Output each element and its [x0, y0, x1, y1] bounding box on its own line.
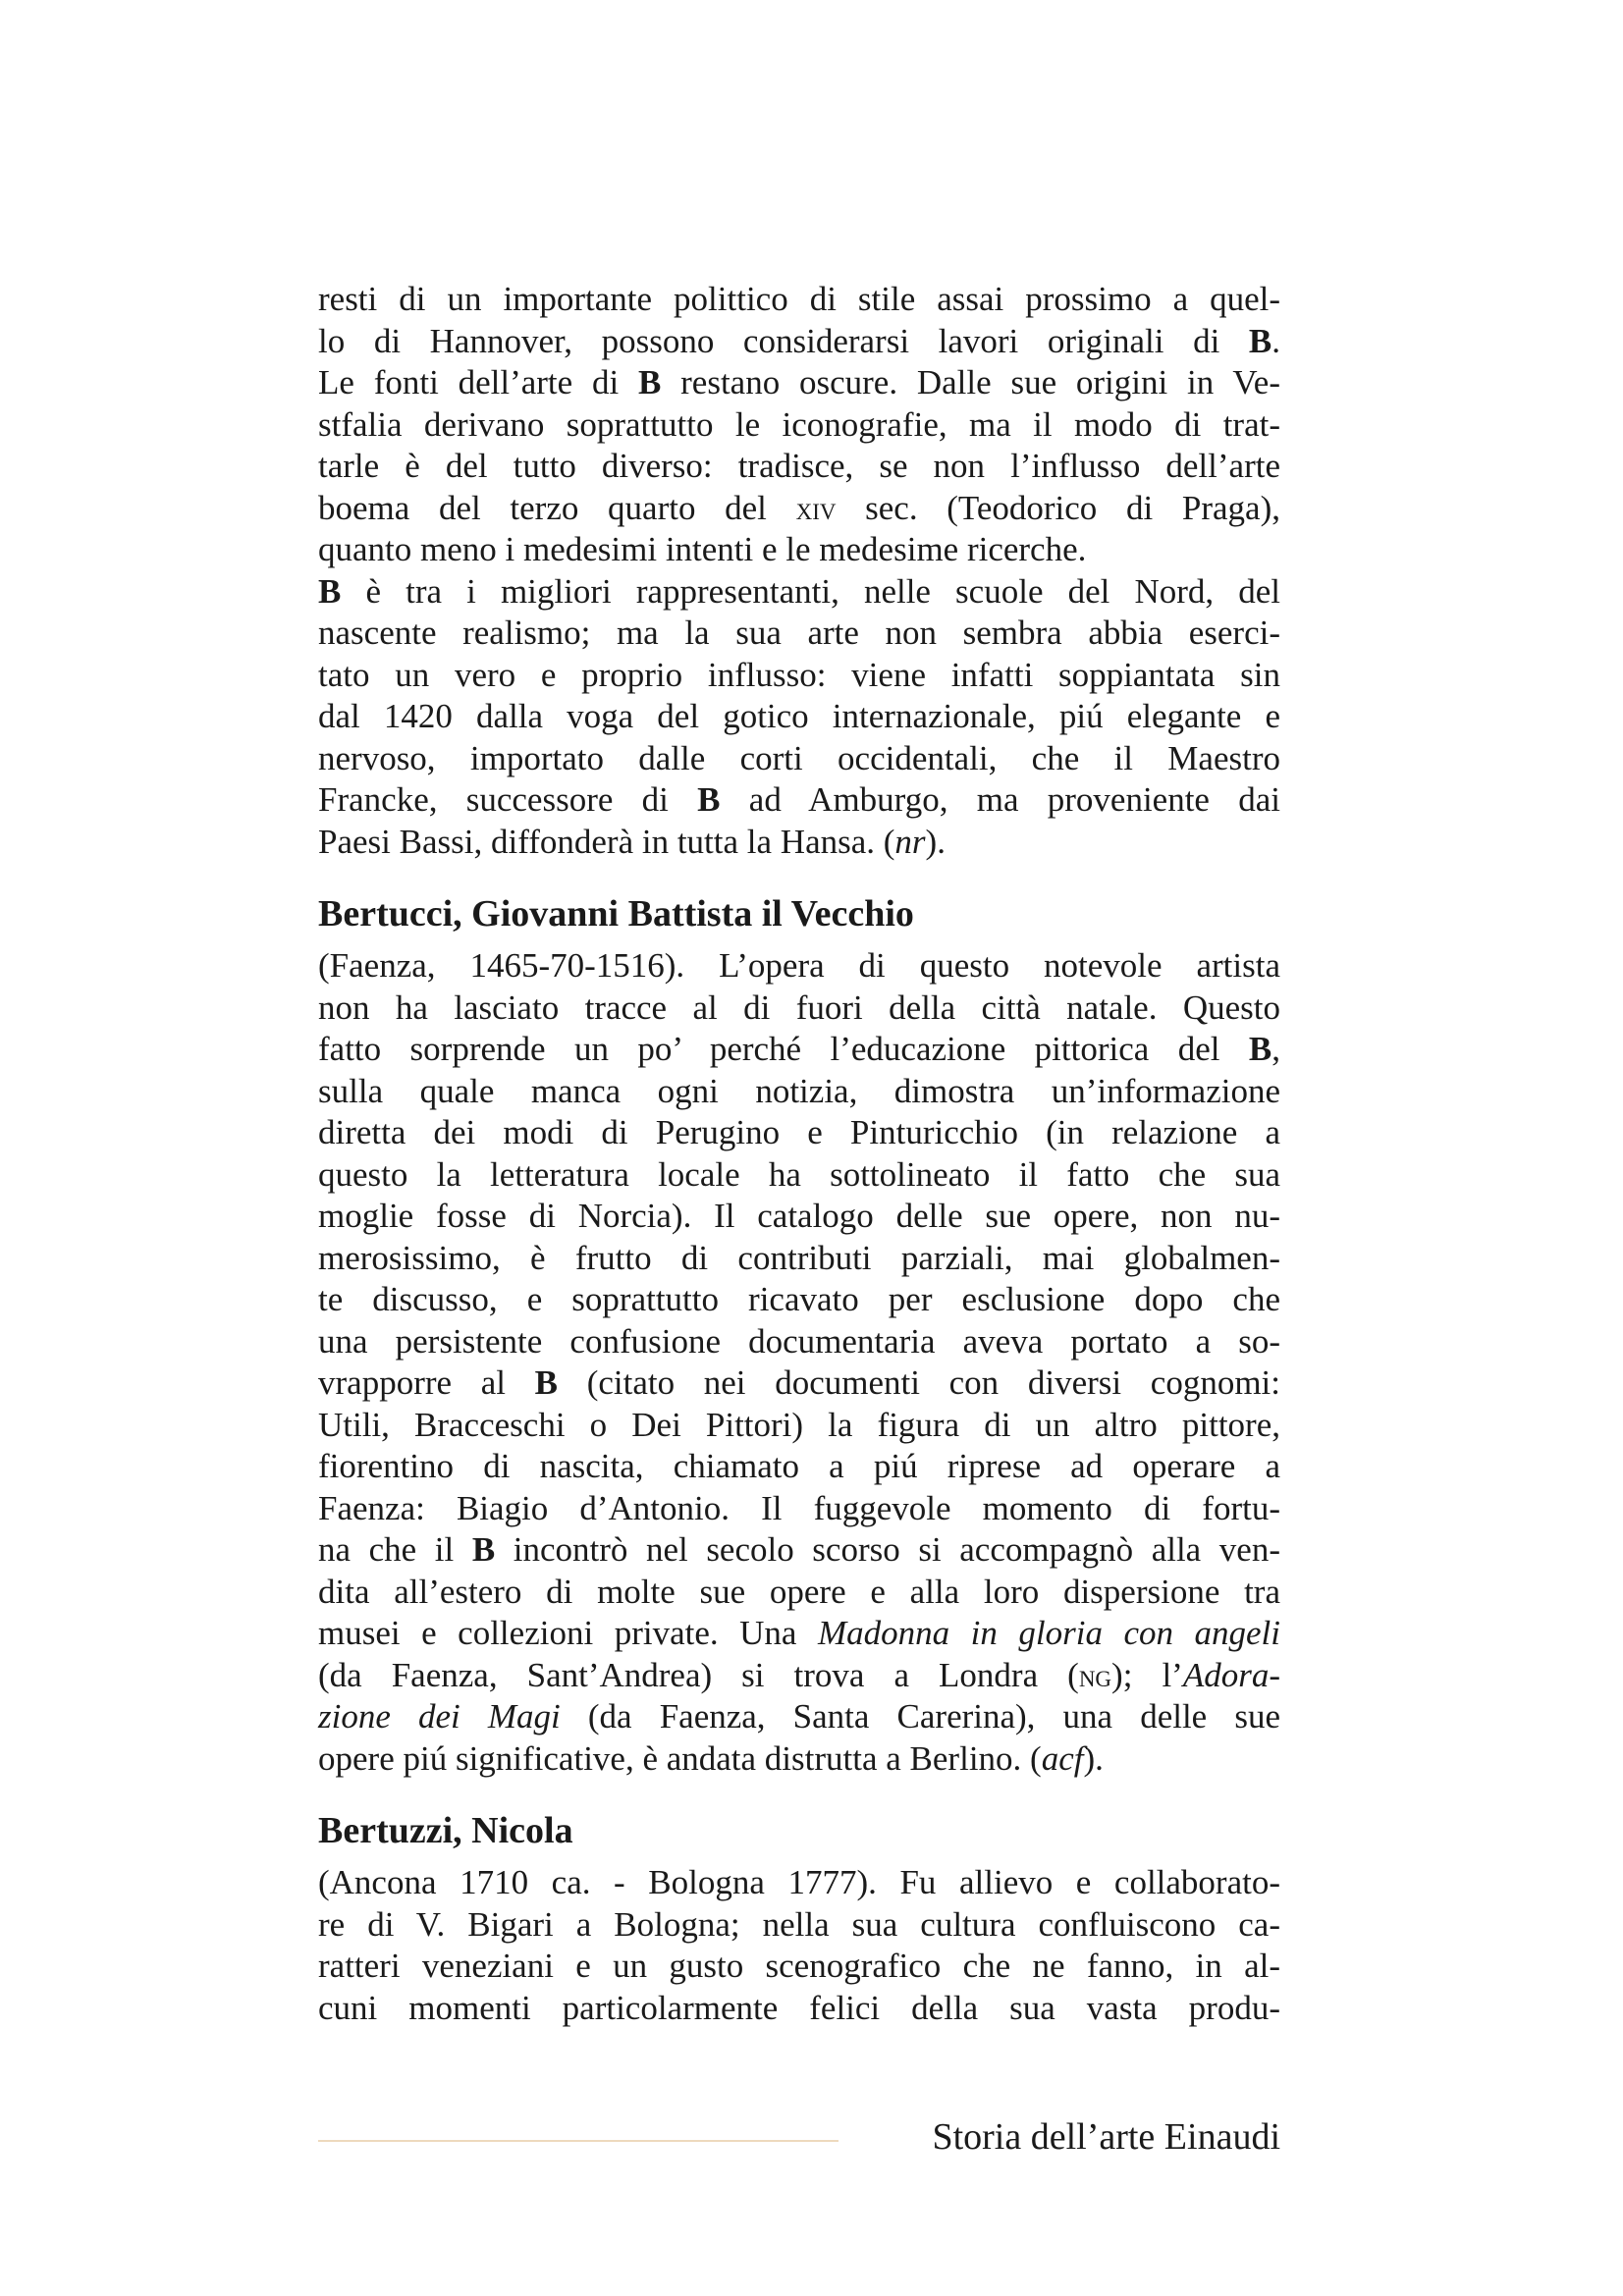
text-line: na che il B incontrò nel secolo scorso si accompagnò alla ven- — [318, 1530, 1280, 1569]
text-line: lo di Hannover, possono considerarsi lavori originali di B. — [318, 321, 1280, 360]
bold-abbrev: B — [534, 1363, 559, 1402]
text-line: musei e collezioni private. Una Madonna in gloria con angeli — [318, 1614, 1281, 1652]
text-line: re di V. Bigari a Bologna; nella sua cultura confluiscono ca- — [318, 1904, 1280, 1944]
text-line: te discusso, e soprattutto ricavato per esclusione dopo che — [318, 1280, 1280, 1318]
italic-text: acf — [1041, 1738, 1084, 1778]
text-line: quanto meno i medesimi intenti e le medesime ricerche. — [318, 530, 1087, 568]
text-line: (Ancona 1710 ca. - Bologna 1777). Fu allievo e collaborato- — [318, 1863, 1280, 1901]
footer-publisher: Storia dell’arte Einaudi — [932, 2116, 1280, 2158]
entry-text-bertuzzi — [318, 1862, 1280, 2029]
text-line: (da Faenza, Sant’Andrea) si trova a Londra (ng); l’Adora- — [318, 1655, 1280, 1694]
text-line: dal 1420 dalla voga del gotico internazionale, piú elegante e — [318, 697, 1280, 735]
footer-rule — [318, 2140, 839, 2142]
text-line: fatto sorprende un po’ perché l’educazione pittorica del B, — [318, 1030, 1280, 1068]
small-caps-text: ng — [1078, 1657, 1112, 1693]
text-line: B è tra i migliori rappresentanti, nelle scuole del Nord, del — [318, 571, 1280, 611]
text-line: vrapporre al B (citato nei documenti con diversi cognomi: — [318, 1363, 1280, 1402]
text-line: nascente realismo; ma la sua arte non sembra abbia eserci- — [318, 614, 1280, 652]
text-line: questo la letteratura locale ha sottolineato il fatto che sua — [318, 1154, 1280, 1194]
entry-heading-bertucci: Bertucci, Giovanni Battista il Vecchio — [318, 893, 914, 934]
text-line: opere piú significative, è andata distrutta a Berlino. (acf). — [318, 1738, 1104, 1778]
text-line: Utili, Bracceschi o Dei Pittori) la figura di un altro pittore, — [318, 1405, 1280, 1444]
page-body — [318, 279, 1280, 2029]
text-line: (Faenza, 1465-70-1516). L’opera di questo notevole artista — [318, 946, 1280, 985]
bold-abbrev: B — [697, 780, 721, 819]
text-line: una persistente confusione documentaria aveva portato a so- — [318, 1321, 1280, 1361]
italic-text: Madonna in gloria con angeli — [817, 1614, 1281, 1652]
text-line: nervoso, importato dalle corti occidentali, che il Maestro — [318, 738, 1280, 777]
text-line: zione dei Magi (da Faenza, Santa Carerina), una delle sue — [318, 1697, 1280, 1735]
italic-text: nr — [894, 822, 926, 861]
text-line: dita all’estero di molte sue opere e alla loro dispersione tra — [318, 1572, 1280, 1611]
bold-abbrev: B — [471, 1530, 496, 1569]
text-line: stfalia derivano soprattutto le iconografie, ma il modo di trat- — [318, 404, 1280, 444]
text-line: Paesi Bassi, diffonderà in tutta la Hansa. (nr). — [318, 822, 946, 861]
text-line: tato un vero e proprio influsso: viene infatti soppiantata sin — [318, 655, 1280, 694]
entry-text-bertucci — [318, 945, 1280, 1780]
text-line: tarle è del tutto diverso: tradisce, se non l’influsso dell’arte — [318, 447, 1280, 485]
italic-text: Adora- — [1182, 1655, 1280, 1694]
italic-text: zione dei Magi — [318, 1697, 561, 1735]
text-line: cuni momenti particolarmente felici della sua vasta produ- — [318, 1988, 1280, 2027]
bold-abbrev: B — [318, 571, 342, 611]
text-line: fiorentino di nascita, chiamato a piú riprese ad operare a — [318, 1447, 1280, 1485]
bold-abbrev: B — [1248, 321, 1272, 360]
text-line: sulla quale manca ogni notizia, dimostra un’informazione — [318, 1071, 1280, 1110]
text-line: Le fonti dell’arte di B restano oscure. Dalle sue origini in Ve- — [318, 363, 1280, 401]
text-line: non ha lasciato tracce al di fuori della città natale. Questo — [318, 988, 1280, 1027]
text-line: ratteri veneziani e un gusto scenografico che ne fanno, in al- — [318, 1947, 1280, 1985]
text-line: moglie fosse di Norcia). Il catalogo delle sue opere, non nu- — [318, 1197, 1280, 1235]
bold-abbrev: B — [1248, 1030, 1272, 1068]
text-line: diretta dei modi di Perugino e Pinturicchio (in relazione a — [318, 1113, 1280, 1151]
text-line: Francke, successore di B ad Amburgo, ma proveniente dai — [318, 780, 1280, 819]
entry-continued-text — [318, 279, 1280, 863]
text-line: boema del terzo quarto del xiv sec. (Teodorico di Praga), — [318, 488, 1280, 527]
text-line: merosissimo, è frutto di contributi parziali, mai globalmen- — [318, 1238, 1280, 1277]
text-line: resti di un importante polittico di stile assai prossimo a quel- — [318, 280, 1280, 318]
entry-heading-bertuzzi: Bertuzzi, Nicola — [318, 1810, 573, 1851]
small-caps-text: xiv — [795, 490, 837, 526]
text-line: Faenza: Biagio d’Antonio. Il fuggevole momento di fortu- — [318, 1488, 1280, 1527]
bold-abbrev: B — [637, 363, 662, 401]
